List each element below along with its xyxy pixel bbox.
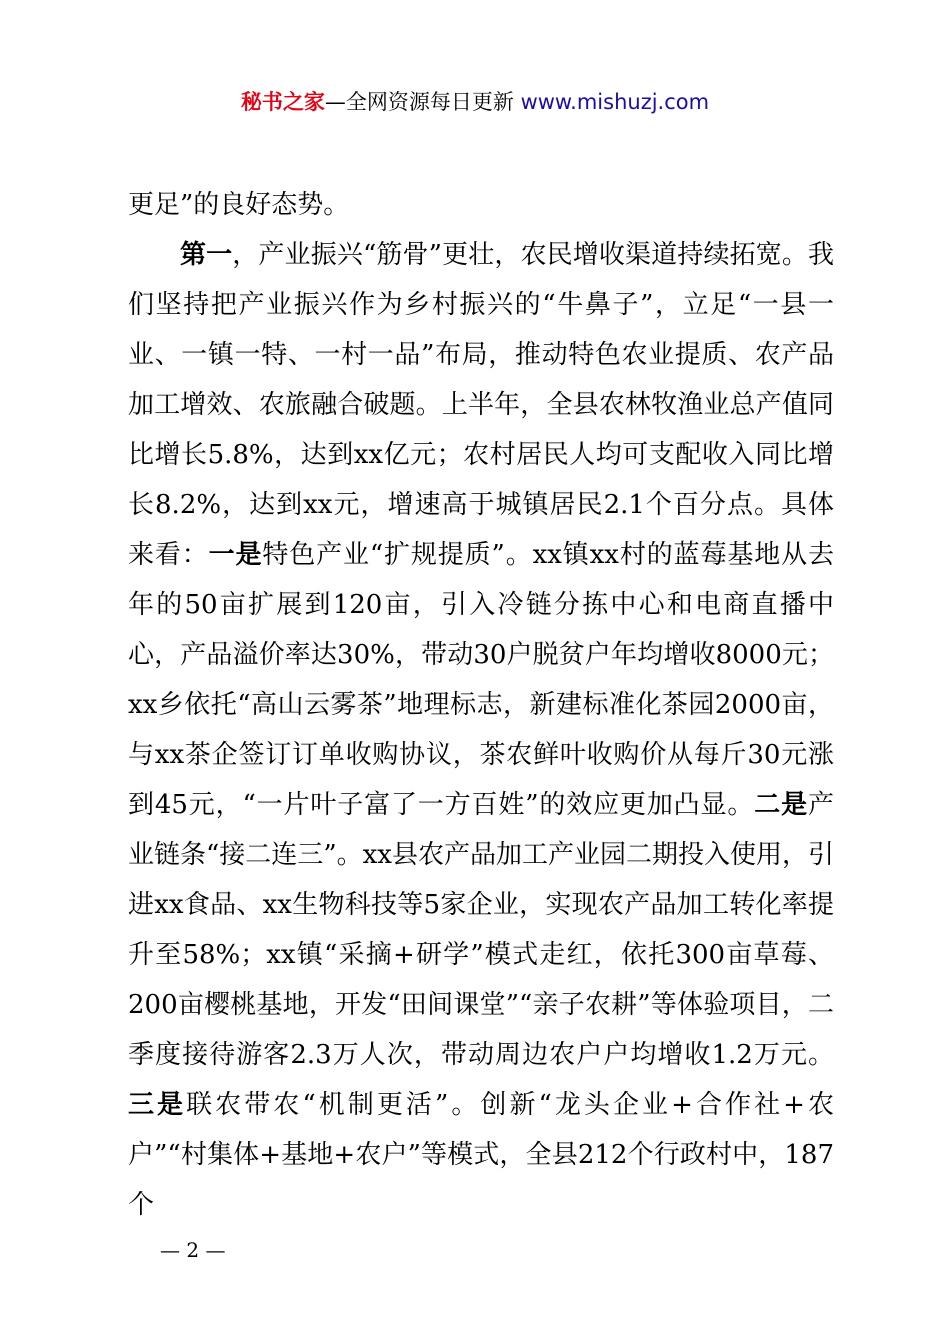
sub-point-label: 三是	[128, 1090, 187, 1120]
point-lead: 第一	[180, 240, 233, 270]
site-header	[0, 86, 950, 118]
site-url-link[interactable]: www.mishuzj.com	[520, 90, 710, 114]
paragraph-continuation: 更足”的良好态势。	[128, 190, 350, 220]
page-number: — 2 —	[160, 1238, 226, 1262]
sub-point-label: 一是	[208, 540, 263, 570]
header-tagline: —全网资源每日更新	[324, 90, 521, 114]
document-body	[128, 180, 834, 1230]
brand-name: 秘书之家	[240, 90, 325, 114]
paragraph-text: ，产业振兴“筋骨”更壮，农民增收渠道持续拓宽。我们坚持把产业振兴作为乡村振兴的“牛鼻子”，立足“一县一业、一镇一特、一村一品”布局，推动特色农业提质、农产品加工增效、农旅融合破题。上半年，全县农林牧渔业总产值同比增长5.8%，达到xx亿元；农村居民人均可支配收入同比增长8.2%，达到xx元，增速高于城镇居民2.1个百分点。具体来看：	[128, 240, 834, 570]
sub-point-label: 二是	[754, 790, 808, 820]
paragraph-text: 特色产业“扩规提质”。xx镇xx村的蓝莓基地从去年的50亩扩展到120亩，引入冷链分拣中心和电商直播中心，产品溢价率达30%，带动30户脱贫户年均增收8000元；xx乡依托“高山云雾茶”地理标志，新建标准化茶园2000亩，与xx茶企签订订单收购协议，茶农鲜叶收购价从每斤30元涨到45元，“一片叶子富了一方百姓”的效应更加凸显。	[128, 540, 834, 820]
paragraph-text: 产业链条“接二连三”。xx县农产品加工产业园二期投入使用，引进xx食品、xx生物科技等5家企业，实现农产品加工转化率提升至58%；xx镇“采摘+研学”模式走红，依托300亩草莓、200亩樱桃基地，开发“田间课堂”“亲子农耕”等体验项目，二季度接待游客2.3万人次，带动周边农户户均增收1.2万元。	[128, 790, 834, 1070]
paragraph-text: 联农带农“机制更活”。创新“龙头企业+合作社+农户”“村集体+基地+农户”等模式，全县212个行政村中，187个	[128, 1090, 834, 1220]
paragraph-first-point	[128, 230, 834, 1230]
